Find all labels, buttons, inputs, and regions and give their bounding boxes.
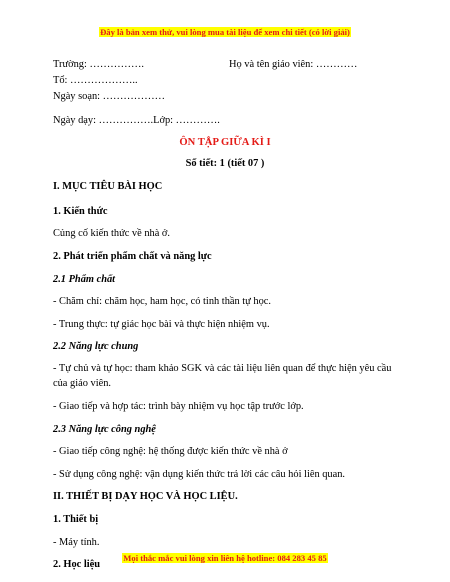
teacher-name-field: Họ và tên giáo viên: …………: [229, 59, 358, 70]
lesson-period: Số tiết: 1 (tiết 07 ): [185, 158, 265, 169]
section-heading: II. THIẾT BỊ DẠY HỌC VÀ HỌC LIỆU.: [53, 491, 238, 502]
subsubsection-heading: 2.2 Năng lực chung: [53, 341, 139, 352]
subsection-heading: 1. Kiến thức: [53, 206, 108, 217]
school-field: Trường: …………….: [53, 59, 144, 70]
list-item: - Tự chủ và tự học: tham khảo SGK và các tài liệu liên quan để thực hiện yêu cầu của giáo viên.: [53, 363, 392, 389]
department-field: Tổ: ………………..: [53, 75, 138, 86]
list-item: - Máy tính.: [53, 537, 100, 548]
teach-date-class-field: Ngày dạy: …………….Lớp: ………….: [53, 115, 220, 126]
lesson-title: ÔN TẬP GIỮA KÌ I: [179, 137, 271, 148]
section-heading: I. MỤC TIÊU BÀI HỌC: [53, 181, 163, 192]
list-item: - Trung thực: tự giác học bài và thực hiện nhiệm vụ.: [53, 319, 270, 330]
prepare-date-field: Ngày soạn: ………………: [53, 91, 165, 102]
subsubsection-heading: 2.3 Năng lực công nghệ: [53, 424, 156, 435]
list-item: - Giao tiếp và hợp tác: trình bày nhiệm vụ học tập trước lớp.: [53, 401, 304, 412]
list-item: - Giao tiếp công nghệ: hệ thống được kiến thức về nhà ở: [53, 446, 288, 457]
preview-banner-top: Đây là bản xem thử, vui lòng mua tài liệu để xem chi tiết (có lời giải): [100, 27, 350, 37]
subsubsection-heading: 2.1 Phẩm chất: [53, 274, 116, 285]
list-item: - Chăm chỉ: chăm học, ham học, có tinh thần tự học.: [53, 296, 272, 307]
paragraph: Củng cố kiến thức về nhà ở.: [53, 228, 171, 239]
subsection-heading: 1. Thiết bị: [53, 514, 99, 525]
subsection-heading: 2. Học liệu: [53, 559, 101, 570]
hotline-banner-bottom: Mọi thắc mắc vui lòng xin liên hệ hotline: 084 283 45 85: [123, 553, 327, 563]
list-item: - Sử dụng công nghệ: vận dụng kiến thức trả lời các câu hỏi liên quan.: [53, 469, 346, 480]
subsection-heading: 2. Phát triển phẩm chất và năng lực: [53, 251, 212, 262]
